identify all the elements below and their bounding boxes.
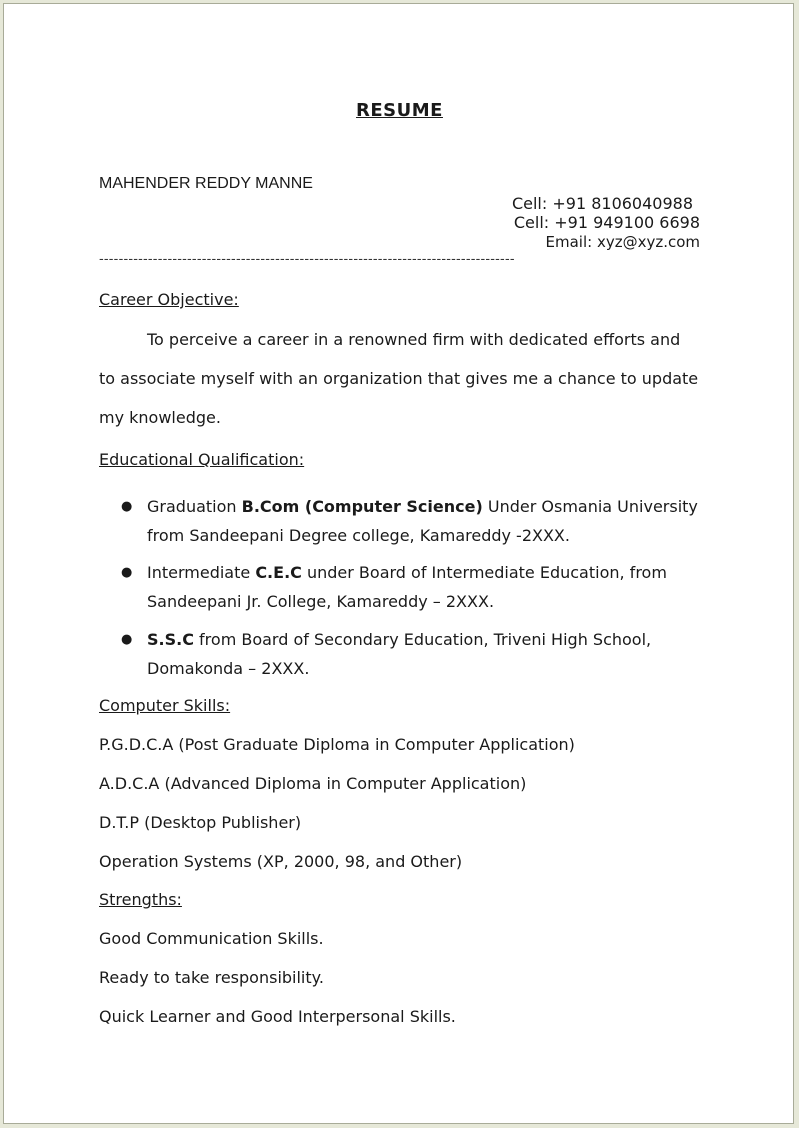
education-item-3-line-2: Domakonda – 2XXX. (147, 659, 310, 678)
email-address: Email: xyz@xyz.com (545, 233, 700, 251)
education-item-1-pre: Graduation (147, 497, 242, 516)
education-item-1 (147, 497, 698, 516)
cell-number-2: Cell: +91 949100 6698 (513, 213, 700, 232)
computer-skills-heading: Computer Skills: (99, 696, 231, 715)
divider-line: ------------------------------------------------------------------------------------- (99, 252, 515, 267)
education-item-3-post: from Board of Secondary Education, Triveni High School, (193, 630, 652, 649)
education-item-2-line-2: Sandeepani Jr. College, Kamareddy – 2XXX. (147, 592, 495, 611)
computer-skill-item: A.D.C.A (Advanced Diploma in Computer Application) (99, 774, 527, 793)
strength-item: Quick Learner and Good Interpersonal Skills. (99, 1007, 456, 1026)
career-objective-line-3: my knowledge. (99, 408, 221, 427)
computer-skill-item: D.T.P (Desktop Publisher) (99, 813, 302, 832)
education-item-2-post: under Board of Intermediate Education, from (301, 563, 667, 582)
computer-skill-item: Operation Systems (XP, 2000, 98, and Other) (99, 852, 463, 871)
resume-title: RESUME (356, 100, 443, 121)
bullet-icon: ● (121, 632, 133, 647)
education-heading: Educational Qualification: (99, 450, 305, 469)
career-objective-heading: Career Objective: (99, 290, 239, 309)
education-item-3 (147, 630, 651, 649)
education-item-1-degree: B.Com (Computer Science) (241, 497, 483, 516)
bullet-icon: ● (121, 499, 133, 514)
career-objective-line-2: to associate myself with an organization that gives me a chance to update (99, 369, 699, 388)
bullet-icon: ● (121, 565, 133, 580)
education-item-1-line-2: from Sandeepani Degree college, Kamareddy -2XXX. (147, 526, 570, 545)
cell-number-1: Cell: +91 8106040988 (511, 194, 693, 213)
education-item-2 (147, 563, 667, 582)
computer-skill-item: P.G.D.C.A (Post Graduate Diploma in Computer Application) (99, 735, 575, 754)
strength-item: Ready to take responsibility. (99, 968, 324, 987)
education-item-1-post: Under Osmania University (482, 497, 698, 516)
career-objective-line-1: To perceive a career in a renowned firm with dedicated efforts and (147, 330, 681, 349)
strength-item: Good Communication Skills. (99, 929, 324, 948)
education-item-2-degree: C.E.C (255, 563, 302, 582)
candidate-name: MAHENDER REDDY MANNE (99, 175, 313, 192)
education-item-2-pre: Intermediate (147, 563, 256, 582)
education-item-3-degree: S.S.C (147, 630, 194, 649)
strengths-heading: Strengths: (99, 890, 182, 909)
